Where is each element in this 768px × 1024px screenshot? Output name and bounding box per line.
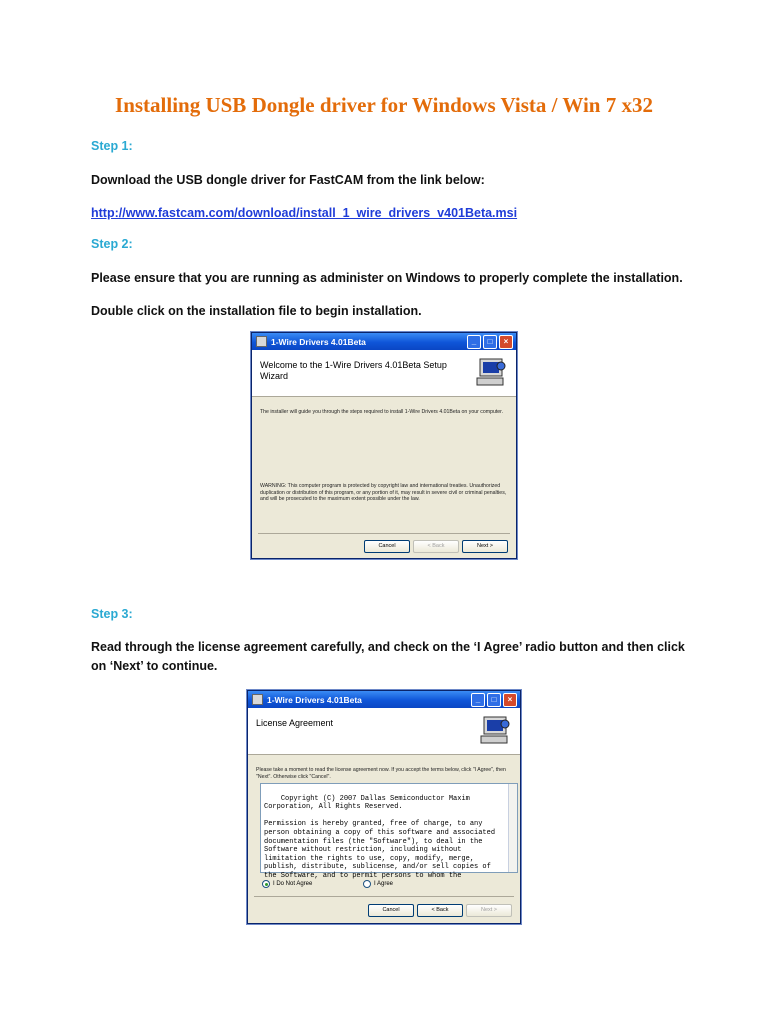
radio-selected-indicator xyxy=(262,880,270,888)
radio-i-agree[interactable] xyxy=(363,880,393,888)
radio-label: I Do Not Agree xyxy=(273,881,313,887)
wizard-intro-text: The installer will guide you through the steps required to install 1-Wire Drivers 4.01Beta on your computer. xyxy=(260,409,504,415)
back-button[interactable]: < Back xyxy=(417,904,463,917)
computer-setup-icon xyxy=(474,356,508,388)
step-1-text: Download the USB dongle driver for FastCAM from the link below: xyxy=(91,173,485,187)
radio-label: I Agree xyxy=(374,881,394,887)
wizard-banner xyxy=(248,708,520,755)
window-title: 1-Wire Drivers 4.01Beta xyxy=(271,336,366,347)
minimize-button[interactable]: _ xyxy=(467,335,481,349)
back-button[interactable]: < Back xyxy=(413,540,459,553)
cancel-button[interactable]: Cancel xyxy=(368,904,414,917)
wizard-banner-title: License Agreement xyxy=(256,718,334,728)
page-title: Installing USB Dongle driver for Windows Vista / Win 7 x32 xyxy=(115,93,653,117)
radio-indicator xyxy=(363,880,371,888)
close-button[interactable]: × xyxy=(503,693,517,707)
radio-i-do-not-agree[interactable] xyxy=(262,880,312,888)
next-button[interactable]: Next > xyxy=(466,904,512,917)
setup-wizard-welcome-window xyxy=(251,332,517,559)
step-2-heading: Step 2: xyxy=(91,237,133,251)
window-titlebar[interactable] xyxy=(252,333,516,350)
step-3-text: Read through the license agreement carefully, and check on the ‘I Agree’ radio button and then click on ‘Next’ to continue. xyxy=(91,640,685,673)
installer-app-icon xyxy=(252,694,263,705)
maximize-button[interactable]: □ xyxy=(483,335,497,349)
driver-download-link[interactable]: http://www.fastcam.com/download/install_1_wire_drivers_v401Beta.msi xyxy=(91,206,518,220)
maximize-button[interactable]: □ xyxy=(487,693,501,707)
license-text-box[interactable] xyxy=(260,783,518,880)
step-3-heading: Step 3: xyxy=(91,607,133,621)
next-button[interactable]: Next > xyxy=(462,540,508,553)
cancel-button[interactable]: Cancel xyxy=(364,540,410,553)
license-text: Copyright (C) 2007 Dallas Semiconductor Maxim Corporation, All Rights Reserved. Permission is hereby granted, free of charge, to any person obtaining a copy of this software and associated documentation files (the "Software"), to deal in the Software without restriction, including without limitation the rights to use, copy, modify, merge, publish, distribute, sublicense, and/or sell copies of the Software, and to permit persons to whom the xyxy=(264,794,496,880)
button-separator xyxy=(258,533,510,534)
license-intro-text: Please take a moment to read the license agreement now. If you accept the terms below, click "I Agree", then "Next". Otherwise click "Cancel". xyxy=(256,767,506,780)
window-titlebar[interactable] xyxy=(248,691,520,708)
step-1-heading: Step 1: xyxy=(91,139,133,153)
installer-app-icon xyxy=(256,336,267,347)
license-scrollbar[interactable] xyxy=(508,784,517,872)
computer-setup-icon xyxy=(478,714,512,746)
button-separator xyxy=(254,896,514,897)
wizard-banner-title: Welcome to the 1-Wire Drivers 4.01Beta Setup Wizard xyxy=(260,360,447,381)
window-title: 1-Wire Drivers 4.01Beta xyxy=(267,694,362,705)
step-2-text-doubleclick: Double click on the installation file to begin installation. xyxy=(91,304,422,318)
wizard-banner xyxy=(252,350,516,397)
copyright-warning-text: WARNING: This computer program is protected by copyright law and international treaties. Unauthorized duplication or distribution of this program, or any portion of it, may result in severe civil or criminal penalties, and will be prosecuted to the maximum extent possible under the law. xyxy=(260,483,507,502)
minimize-button[interactable]: _ xyxy=(471,693,485,707)
setup-wizard-license-window xyxy=(247,690,521,924)
step-2-text-admin: Please ensure that you are running as administer on Windows to properly complete the installation. xyxy=(91,271,683,285)
close-button[interactable]: × xyxy=(499,335,513,349)
